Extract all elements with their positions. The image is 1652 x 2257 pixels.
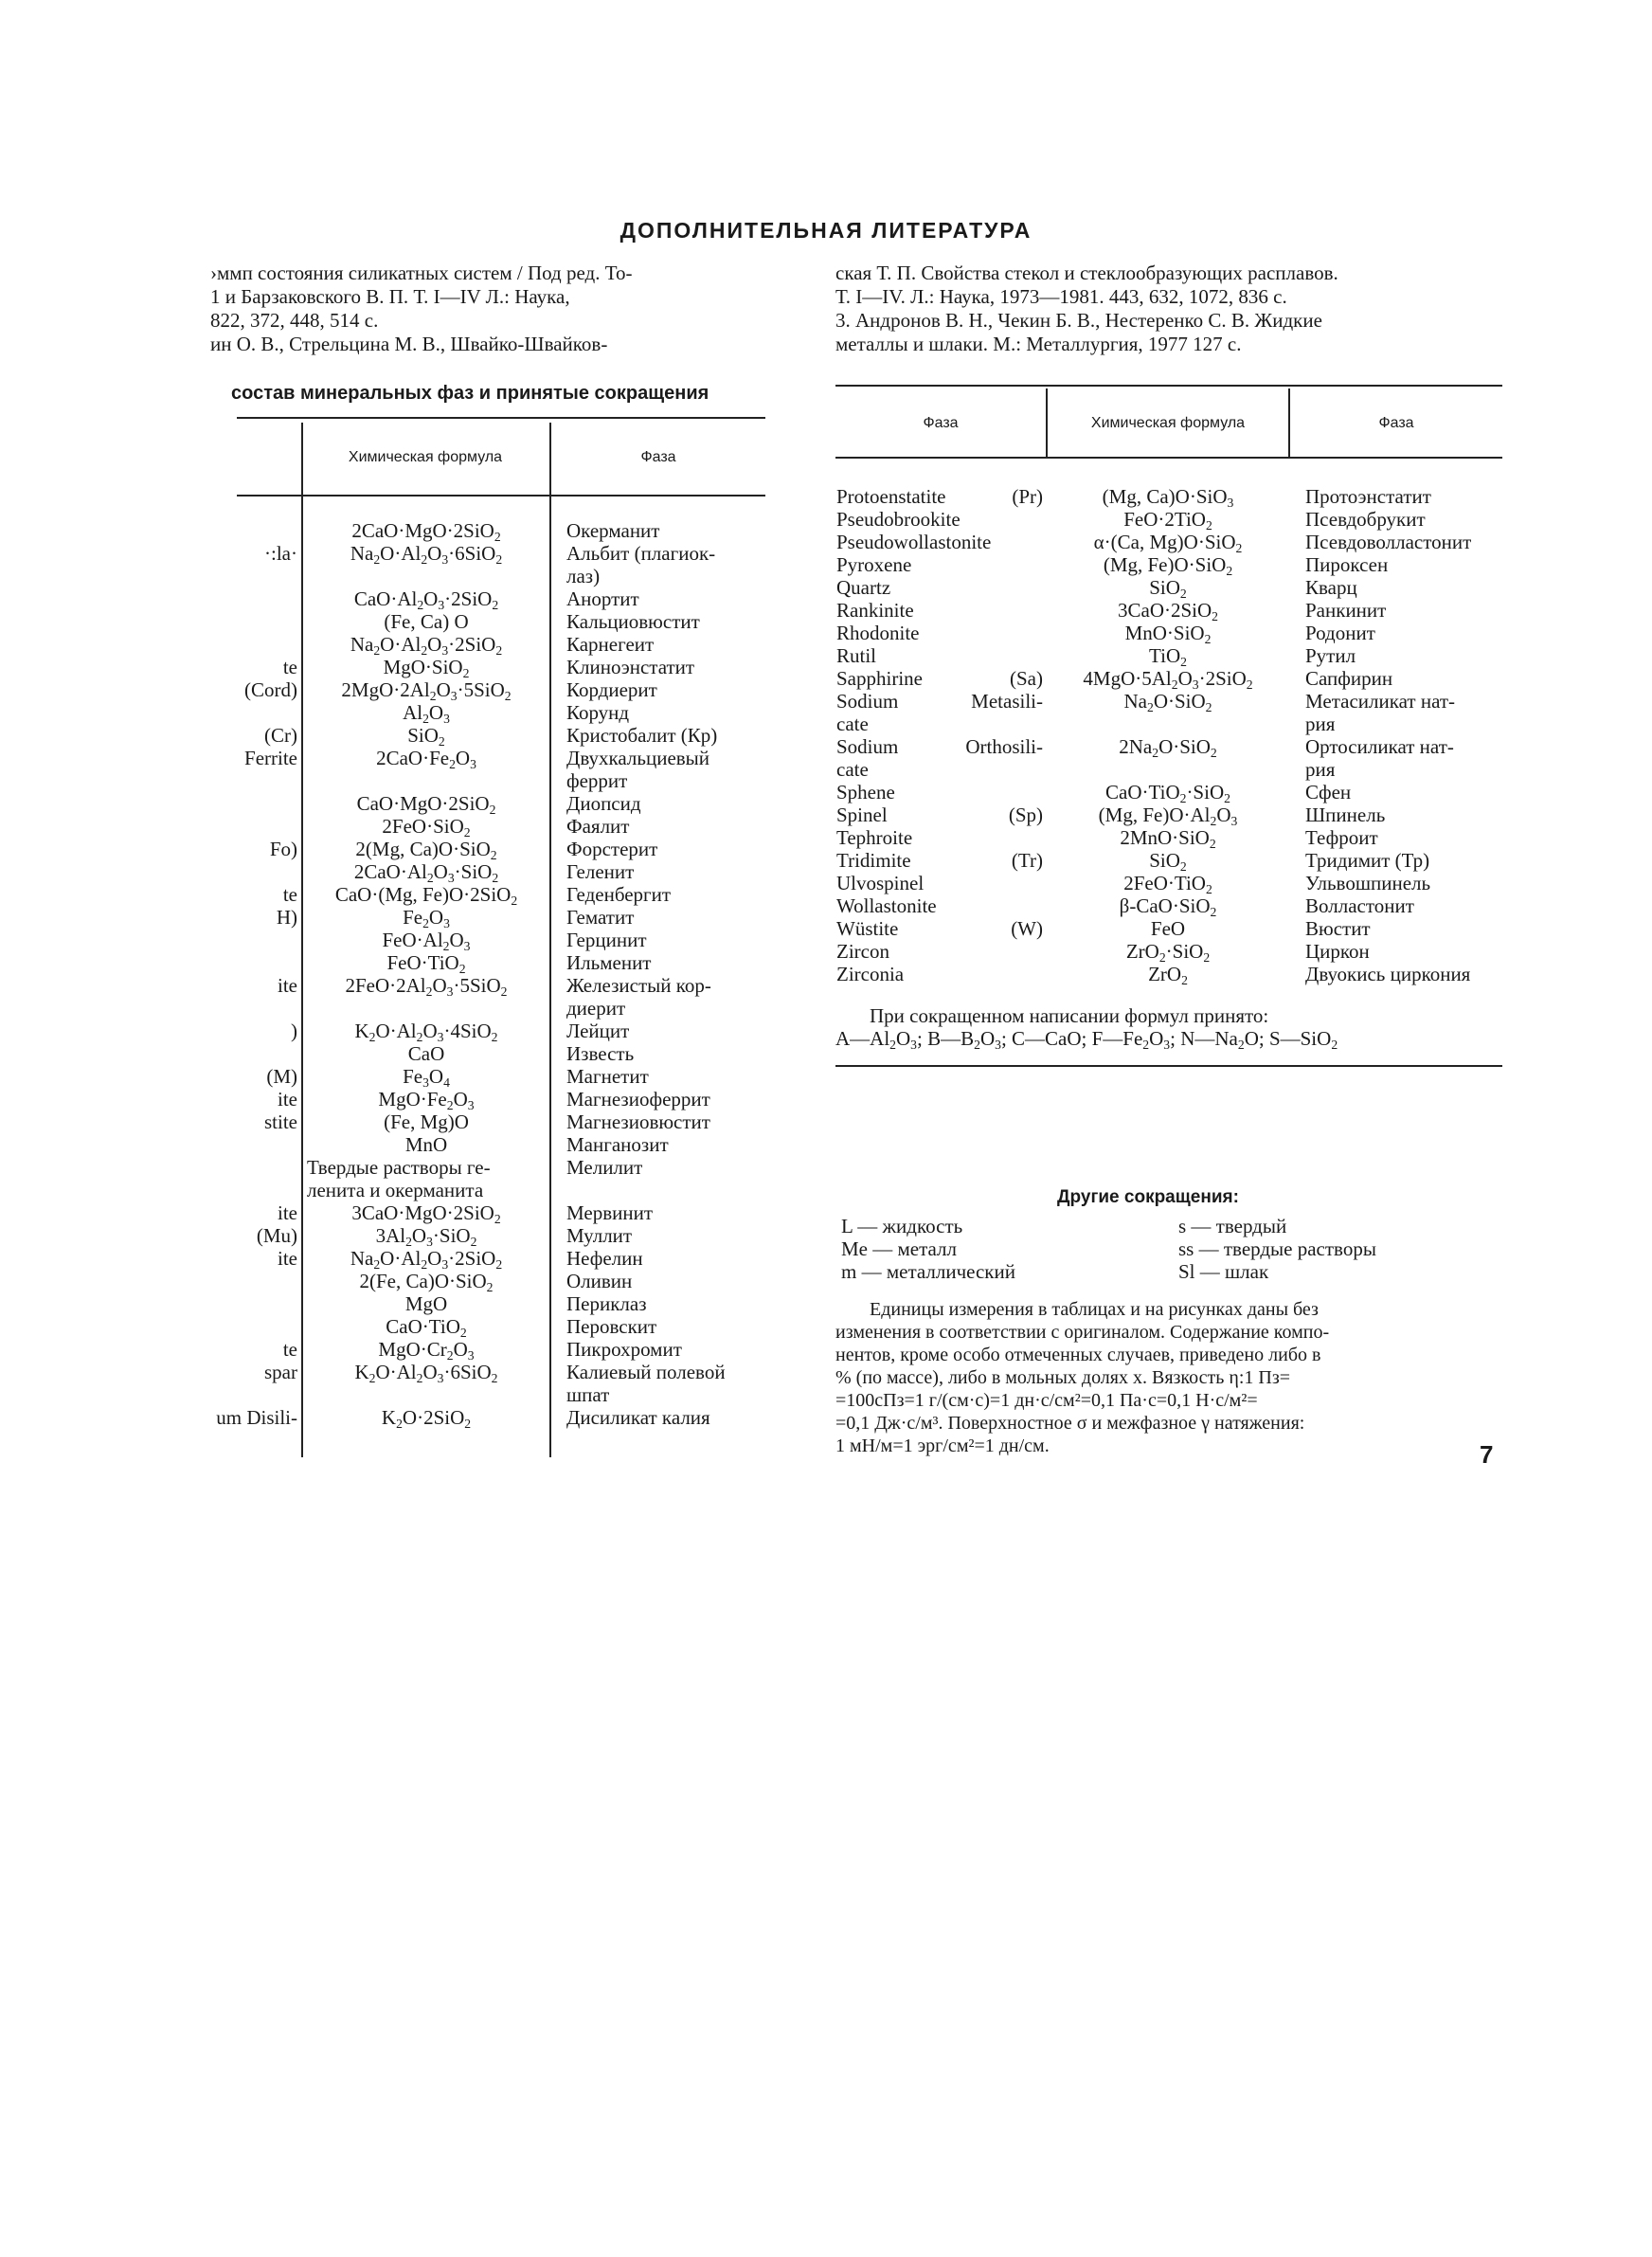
phase-name: Калиевый полевой: [566, 1361, 726, 1383]
abbr-item: L — жидкость: [841, 1215, 963, 1237]
phase-name: Шпинель: [1305, 803, 1386, 826]
left-table-top-rule: [237, 417, 765, 419]
phase-name: шпат: [566, 1383, 610, 1406]
chemical-formula: 2FeO·SiO$_2$: [382, 815, 471, 840]
phase-name: Магнетит: [566, 1065, 649, 1088]
chemical-formula: $2MgO\cdot 2Al_2O_3\cdot 5SiO_2$: [341, 678, 512, 703]
chemical-formula: 2(Mg, Ca)O·SiO$_2$: [355, 838, 497, 862]
chemical-formula: CaO: [407, 1042, 445, 1065]
phase-name-en: Tephroite: [836, 826, 913, 849]
phase-name-en: Rankinite: [836, 599, 914, 622]
left-header-formula: Химическая формула: [348, 449, 503, 465]
phase-name: Тефроит: [1305, 826, 1378, 849]
chemical-formula: $4MgO\cdot 5Al_2O_3\cdot 2SiO_2$: [1083, 667, 1253, 692]
ref-line: ская Т. П. Свойства стекол и стеклообразующих расплавов.: [835, 262, 1338, 284]
phase-name: Анортит: [566, 587, 639, 610]
phase-name: Альбит (плагиок-: [566, 542, 716, 565]
other-abbr-title: Другие сокращения:: [1057, 1187, 1239, 1207]
phase-name-en: cate: [836, 713, 869, 735]
chemical-formula: $2CaO\cdot Al_2O_3\cdot SiO_2$: [353, 860, 499, 885]
units-line: нентов, кроме особо отмеченных случаев, приведено либо в: [835, 1345, 1321, 1365]
phase-name: Кордиерит: [566, 678, 657, 701]
phase-name: Пироксен: [1305, 553, 1389, 576]
chemical-formula: 3CaO·MgO·2SiO$_2$: [351, 1201, 501, 1226]
phase-name-en: Sapphirine (Sa): [836, 667, 1043, 690]
chemical-formula: $2Na_2O\cdot SiO_2$: [1119, 735, 1217, 760]
right-table-bottom-rule: [835, 1065, 1502, 1067]
chemical-formula: FeO·TiO$_2$: [386, 951, 466, 976]
phase-name: Герцинит: [566, 929, 647, 951]
references-left: [210, 262, 767, 356]
chemical-formula: $2CaO\cdot Fe_2O_3$: [376, 747, 476, 771]
ref-line: ин О. В., Стрельцина М. В., Швайко-Швайков-: [210, 333, 608, 355]
ref-line: ›ммп состояния силикатных систем / Под ред. То-: [210, 262, 633, 284]
abbr-item: Me — металл: [841, 1237, 958, 1260]
chemical-formula: $K_2O\cdot Al_2O_3\cdot 6SiO_2$: [354, 1361, 498, 1385]
phase-name: Фаялит: [566, 815, 630, 838]
units-line: % (по массе), либо в мольных долях x. Вязкость η:1 Пз=: [835, 1367, 1290, 1388]
phase-name-en: Sphene: [836, 781, 895, 803]
right-table-header-rule: [835, 457, 1502, 459]
phase-name-en: Zirconia: [836, 963, 905, 985]
row-fragment: H): [276, 906, 297, 929]
row-fragment: Ferrite: [244, 747, 297, 769]
phase-name: Пикрохромит: [566, 1338, 682, 1361]
chemical-formula: MnO: [404, 1133, 448, 1156]
chemical-formula: (Mg, Ca)O·SiO$_3$: [1102, 485, 1234, 510]
units-line: =0,1 Дж·с/м³. Поверхностное σ и межфазное γ натяжения:: [835, 1413, 1305, 1434]
phase-name: Муллит: [566, 1224, 633, 1247]
chemical-formula: $MgO\cdot Cr_2O_3$: [378, 1338, 475, 1363]
chemical-formula: MgO·SiO$_2$: [383, 656, 470, 680]
page-title: ДОПОЛНИТЕЛЬНАЯ ЛИТЕРАТУРА: [620, 218, 1032, 243]
chemical-formula: MnO·SiO$_2$: [1124, 622, 1212, 646]
units-line: изменения в соответствии с оригиналом. Содержание компо-: [835, 1322, 1330, 1343]
phase-name: Двуокись циркония: [1305, 963, 1471, 985]
phase-name-en: Pseudobrookite: [836, 508, 961, 531]
phase-name: Кристобалит (Кр): [566, 724, 718, 747]
phase-name: диерит: [566, 997, 626, 1020]
left-table-vline-1: [301, 423, 303, 1457]
chemical-formula: 2CaO·MgO·2SiO$_2$: [351, 519, 501, 544]
phase-name: Сапфирин: [1305, 667, 1393, 690]
ref-line: 1 и Барзаковского В. П. Т. I—IV Л.: Наука,: [210, 285, 570, 308]
chemical-formula: $Na_2O\cdot Al_2O_3\cdot 2SiO_2$: [350, 1247, 503, 1272]
phase-name: рия: [1305, 713, 1336, 735]
phase-name: Лейцит: [566, 1020, 630, 1042]
phase-name: Псевдоволластонит: [1305, 531, 1472, 553]
phase-name: Рутил: [1305, 644, 1356, 667]
units-paragraph: [835, 1298, 1510, 1457]
phase-name: Магнезиоферрит: [566, 1088, 710, 1110]
row-fragment: stite: [264, 1110, 297, 1133]
phase-name-en: Sodium Orthosili-: [836, 735, 1043, 758]
chemical-formula: $Al_2O_3$: [403, 701, 450, 726]
chemical-formula: $2FeO\cdot 2Al_2O_3\cdot 5SiO_2$: [345, 974, 508, 999]
row-fragment: ite: [278, 1088, 297, 1110]
phase-name: Геленит: [566, 860, 635, 883]
phase-name: Мервинит: [566, 1201, 654, 1224]
phase-name-en: Wollastonite: [836, 894, 937, 917]
chemical-formula: β-CaO·SiO$_2$: [1119, 894, 1217, 919]
row-fragment: (M): [266, 1065, 297, 1088]
phase-name: Метасиликат нат-: [1305, 690, 1456, 713]
row-fragment: (Cr): [264, 724, 297, 747]
chemical-formula: CaO·TiO$_2$·SiO$_2$: [1105, 781, 1230, 805]
left-header-phase: Фаза: [640, 449, 676, 465]
abbr-item: m — металлический: [841, 1260, 1015, 1283]
phase-name: Оливин: [566, 1270, 633, 1292]
phase-name: Магнезиовюстит: [566, 1110, 710, 1133]
chemical-formula: CaO·(Mg, Fe)O·2SiO$_2$: [334, 883, 518, 908]
chemical-formula: MgO: [404, 1292, 448, 1315]
right-table-top-rule: [835, 385, 1502, 387]
right-header-formula: Химическая формула: [1090, 415, 1246, 431]
ref-line: 3. Андронов В. Н., Чекин Б. В., Нестеренко С. В. Жидкие: [835, 309, 1322, 332]
phase-name: Вюстит: [1305, 917, 1371, 940]
chemical-formula: (Fe, Mg)O: [384, 1110, 469, 1133]
phase-name: Дисиликат калия: [566, 1406, 710, 1429]
phase-name-en: Tridimite (Tr): [836, 849, 1043, 872]
chemical-formula: (Mg, $Fe)O\cdot Al_2O_3$: [1098, 803, 1238, 828]
phase-name-en: Pyroxene: [836, 553, 912, 576]
abbr-item: Sl — шлак: [1178, 1260, 1269, 1283]
units-line: Единицы измерения в таблицах и на рисунках даны без: [870, 1299, 1319, 1320]
chemical-formula: $FeO\cdot Al_2O_3$: [382, 929, 471, 953]
row-fragment: te: [282, 1338, 297, 1361]
ref-line: Т. I—IV. Л.: Наука, 1973—1981. 443, 632, 1072, 836 с.: [835, 285, 1287, 308]
phase-name: феррит: [566, 769, 628, 792]
chemical-formula: 2FeO·TiO$_2$: [1123, 872, 1212, 896]
units-line: 1 мН/м=1 эрг/см²=1 дн/см.: [835, 1435, 1050, 1456]
phase-name-en: Rutil: [836, 644, 877, 667]
chemical-formula: $3Al_2O_3\cdot SiO_2$: [375, 1224, 477, 1249]
chemical-formula: $CaO\cdot Al_2O_3\cdot 2SiO_2$: [353, 587, 499, 612]
phase-name: Двухкальциевый: [566, 747, 710, 769]
row-fragment: um Disili-: [216, 1406, 297, 1429]
chemical-formula: ZrO$_2$: [1148, 963, 1188, 987]
phase-name: Псевдобрукит: [1305, 508, 1426, 531]
page-number: 7: [1480, 1440, 1494, 1469]
chemical-formula: $K_2O\cdot 2SiO_2$: [381, 1406, 472, 1431]
row-fragment: Fo): [269, 838, 297, 860]
chemical-formula: $Fe_3O_4$: [403, 1065, 450, 1090]
left-table-header-rule: [237, 495, 765, 497]
phase-name: Ульвошпинель: [1305, 872, 1431, 894]
abbreviation-note: [835, 1004, 1502, 1050]
phase-name-en: Pseudowollastonite: [836, 531, 992, 553]
phase-name: Циркон: [1305, 940, 1370, 963]
phase-name: Тридимит (Тр): [1305, 849, 1430, 872]
chemical-formula: CaO·MgO·2SiO$_2$: [356, 792, 496, 817]
phase-name-en: Ulvospinel: [836, 872, 925, 894]
chemical-formula: $MgO\cdot Fe_2O_3$: [378, 1088, 475, 1112]
phase-name-en: cate: [836, 758, 869, 781]
abbreviation-note-line: $A—Al_2O_3$; $B—B_2O_3$; C—CaO; $F—Fe_2O_3$; $N—Na_2O$; S—SiO$_2$: [835, 1027, 1338, 1052]
chemical-formula: SiO$_2$: [1149, 849, 1187, 874]
row-fragment: ite: [278, 974, 297, 997]
phase-name: рия: [1305, 758, 1336, 781]
other-abbr-left: [841, 1215, 1015, 1283]
phase-name: Известь: [566, 1042, 635, 1065]
chemical-formula: CaO·TiO$_2$: [386, 1315, 467, 1340]
phase-name-en: Quartz: [836, 576, 891, 599]
chemical-formula: (Fe, Ca) O: [384, 610, 469, 633]
chemical-formula: Твердые растворы ге-: [307, 1156, 491, 1179]
phase-name: Геденбергит: [566, 883, 672, 906]
phase-name-en: Sodium Metasili-: [836, 690, 1043, 713]
row-fragment: spar: [264, 1361, 297, 1383]
chemical-formula: FeO: [1150, 917, 1186, 940]
chemical-formula: SiO$_2$: [407, 724, 445, 749]
phase-name: Гематит: [566, 906, 635, 929]
row-fragment: ): [291, 1020, 297, 1042]
row-fragment: (Mu): [256, 1224, 297, 1247]
chemical-formula: 3CaO·2SiO$_2$: [1118, 599, 1218, 623]
ref-line: металлы и шлаки. М.: Металлургия, 1977 127 с.: [835, 333, 1242, 355]
chemical-formula: $Na_2O\cdot Al_2O_3\cdot 6SiO_2$: [350, 542, 503, 567]
right-header-phase-en: Фаза: [923, 415, 959, 431]
phase-name: Форстерит: [566, 838, 658, 860]
chemical-formula: α·(Ca, Mg)O·SiO$_2$: [1093, 531, 1243, 555]
phase-name-en: Spinel (Sp): [836, 803, 1043, 826]
left-table-title: состав минеральных фаз и принятые сокращения: [231, 383, 709, 404]
chemical-formula: $Na_2O\cdot SiO_2$: [1123, 690, 1212, 714]
phase-name-en: Rhodonite: [836, 622, 920, 644]
references-right: [835, 262, 1510, 356]
right-header-phase-ru: Фаза: [1378, 415, 1414, 431]
row-fragment: ite: [278, 1247, 297, 1270]
phase-name: Мелилит: [566, 1156, 643, 1179]
chemical-formula: TiO$_2$: [1149, 644, 1187, 669]
phase-name-en: Zircon: [836, 940, 889, 963]
phase-name: Карнегеит: [566, 633, 655, 656]
phase-name-en: Protoenstatite (Pr): [836, 485, 1043, 508]
phase-name: Ранкинит: [1305, 599, 1387, 622]
chemical-formula: 2MnO·SiO$_2$: [1120, 826, 1216, 851]
phase-name: Перовскит: [566, 1315, 657, 1338]
chemical-formula: FeO·2TiO$_2$: [1123, 508, 1212, 533]
phase-name: Сфен: [1305, 781, 1352, 803]
phase-name: Протоэнстатит: [1305, 485, 1431, 508]
chemical-formula: SiO$_2$: [1149, 576, 1187, 601]
phase-name: Родонит: [1305, 622, 1375, 644]
row-fragment: te: [282, 883, 297, 906]
phase-name: Периклаз: [566, 1292, 647, 1315]
phase-name: Железистый кор-: [566, 974, 711, 997]
chemical-formula: ленита и окерманита: [307, 1179, 484, 1201]
phase-name: Кварц: [1305, 576, 1357, 599]
phase-name: Волластонит: [1305, 894, 1414, 917]
units-line: =100сПз=1 г/(см·с)=1 дн·с/см²=0,1 Па·с=0,1 Н·с/м²=: [835, 1390, 1258, 1411]
phase-name: Кальциовюстит: [566, 610, 700, 633]
phase-name: Клиноэнстатит: [566, 656, 695, 678]
phase-name: лаз): [566, 565, 601, 587]
abbr-item: s — твердый: [1178, 1215, 1287, 1237]
abbreviation-note-line: При сокращенном написании формул принято:: [870, 1004, 1269, 1027]
phase-name: Диопсид: [566, 792, 641, 815]
phase-name: Ортосиликат нат-: [1305, 735, 1454, 758]
chemical-formula: $Na_2O\cdot Al_2O_3\cdot 2SiO_2$: [350, 633, 503, 658]
phase-name: Ильменит: [566, 951, 652, 974]
abbr-item: ss — твердые растворы: [1178, 1237, 1376, 1260]
chemical-formula: (Mg, Fe)O·SiO$_2$: [1103, 553, 1233, 578]
phase-name: Окерманит: [566, 519, 660, 542]
chemical-formula: 2(Fe, Ca)O·SiO$_2$: [359, 1270, 494, 1294]
row-fragment: ·:la·: [264, 542, 297, 565]
other-abbr-right: [1178, 1215, 1376, 1283]
left-table-vline-2: [549, 423, 551, 1457]
row-fragment: te: [282, 656, 297, 678]
phase-name: Манганозит: [566, 1133, 669, 1156]
ref-line: 822, 372, 448, 514 с.: [210, 309, 379, 332]
phase-name: Нефелин: [566, 1247, 643, 1270]
chemical-formula: $K_2O\cdot Al_2O_3\cdot 4SiO_2$: [354, 1020, 498, 1044]
chemical-formula: $Fe_2O_3$: [403, 906, 450, 930]
phase-name: Корунд: [566, 701, 630, 724]
phase-name-en: Wüstite (W): [836, 917, 1043, 940]
chemical-formula: ZrO$_2$·SiO$_2$: [1125, 940, 1211, 965]
row-fragment: (Cord): [244, 678, 297, 701]
row-fragment: ite: [278, 1201, 297, 1224]
